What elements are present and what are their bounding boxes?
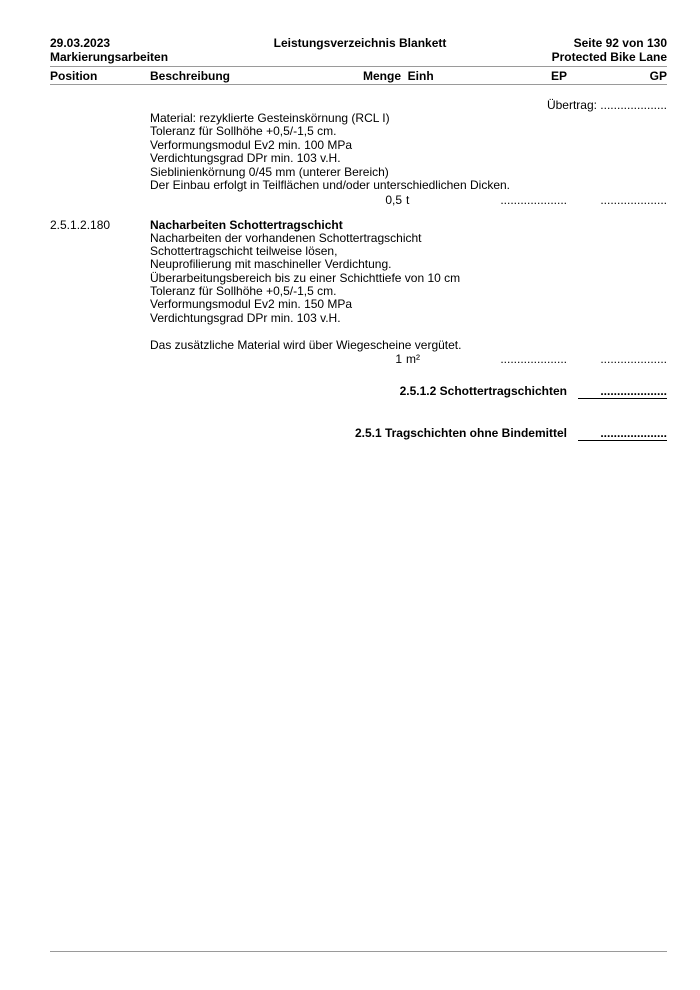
item-unit: m² xyxy=(406,352,420,366)
description-line: Der Einbau erfolgt in Teilflächen und/oder unterschiedlichen Dicken. xyxy=(150,177,510,192)
subtotal-label: 2.5.1 Tragschichten ohne Bindemittel xyxy=(354,426,567,440)
description-line: Überarbeitungsbereich bis zu einer Schichttiefe von 10 cm xyxy=(150,270,461,285)
description-line: Schottertragschicht teilweise lösen, xyxy=(150,243,338,258)
subtotal-label: 2.5.1.2 Schottertragschichten xyxy=(399,384,567,398)
description-line: Nacharbeiten der vorhandenen Schottertragschicht xyxy=(150,230,422,245)
description-line: Verformungsmodul Ev2 min. 150 MPa xyxy=(150,297,353,312)
item-title: Nacharbeiten Schottertragschicht xyxy=(150,218,343,232)
description-line: Verformungsmodul Ev2 min. 100 MPa xyxy=(150,137,353,152)
carry-over: Übertrag: .................... xyxy=(546,98,667,112)
description-line: Material: rezyklierte Gesteinskörnung (RCL I) xyxy=(150,111,390,125)
column-divider xyxy=(50,84,667,85)
column-ep: EP xyxy=(550,69,567,83)
column-quantity-unit: Menge Einh xyxy=(363,69,434,83)
continued-item-unit: t xyxy=(406,193,410,207)
description-line: Toleranz für Sollhöhe +0,5/-1,5 cm. xyxy=(150,284,337,299)
column-description: Beschreibung xyxy=(150,69,231,83)
header-project: Protected Bike Lane xyxy=(551,50,667,64)
header-trade: Markierungsarbeiten xyxy=(50,50,169,64)
description-line xyxy=(150,325,461,338)
header-date: 29.03.2023 xyxy=(50,36,111,50)
column-gp: GP xyxy=(649,69,667,83)
subtotal-value: .................... xyxy=(578,384,667,399)
description-line: Verdichtungsgrad DPr min. 103 v.H. xyxy=(150,151,341,166)
description-line: Toleranz für Sollhöhe +0,5/-1,5 cm. xyxy=(150,124,337,139)
description-line: Sieblinienkörnung 0/45 mm (unterer Bereich) xyxy=(150,164,389,179)
continued-item-quantity: 0,5 xyxy=(385,193,402,207)
header-title: Leistungsverzeichnis Blankett xyxy=(273,36,447,50)
item-gp: .................... xyxy=(600,352,667,366)
continued-item-description xyxy=(150,112,510,192)
item-quantity: 1 xyxy=(395,352,402,366)
item-ep: .................... xyxy=(500,352,567,366)
header-page-number: Seite 92 von 130 xyxy=(573,36,667,50)
item-position: 2.5.1.2.180 xyxy=(50,218,111,232)
item-description xyxy=(150,232,461,353)
continued-item-gp: .................... xyxy=(600,193,667,207)
footer-divider xyxy=(50,951,667,952)
description-line: Verdichtungsgrad DPr min. 103 v.H. xyxy=(150,310,341,325)
column-position: Position xyxy=(50,69,98,83)
header-divider xyxy=(50,66,667,67)
subtotal-value: .................... xyxy=(578,426,667,441)
description-line: Neuprofilierung mit maschineller Verdichtung. xyxy=(150,257,392,272)
description-line: Das zusätzliche Material wird über Wiegescheine vergütet. xyxy=(150,337,462,352)
continued-item-ep: .................... xyxy=(500,193,567,207)
